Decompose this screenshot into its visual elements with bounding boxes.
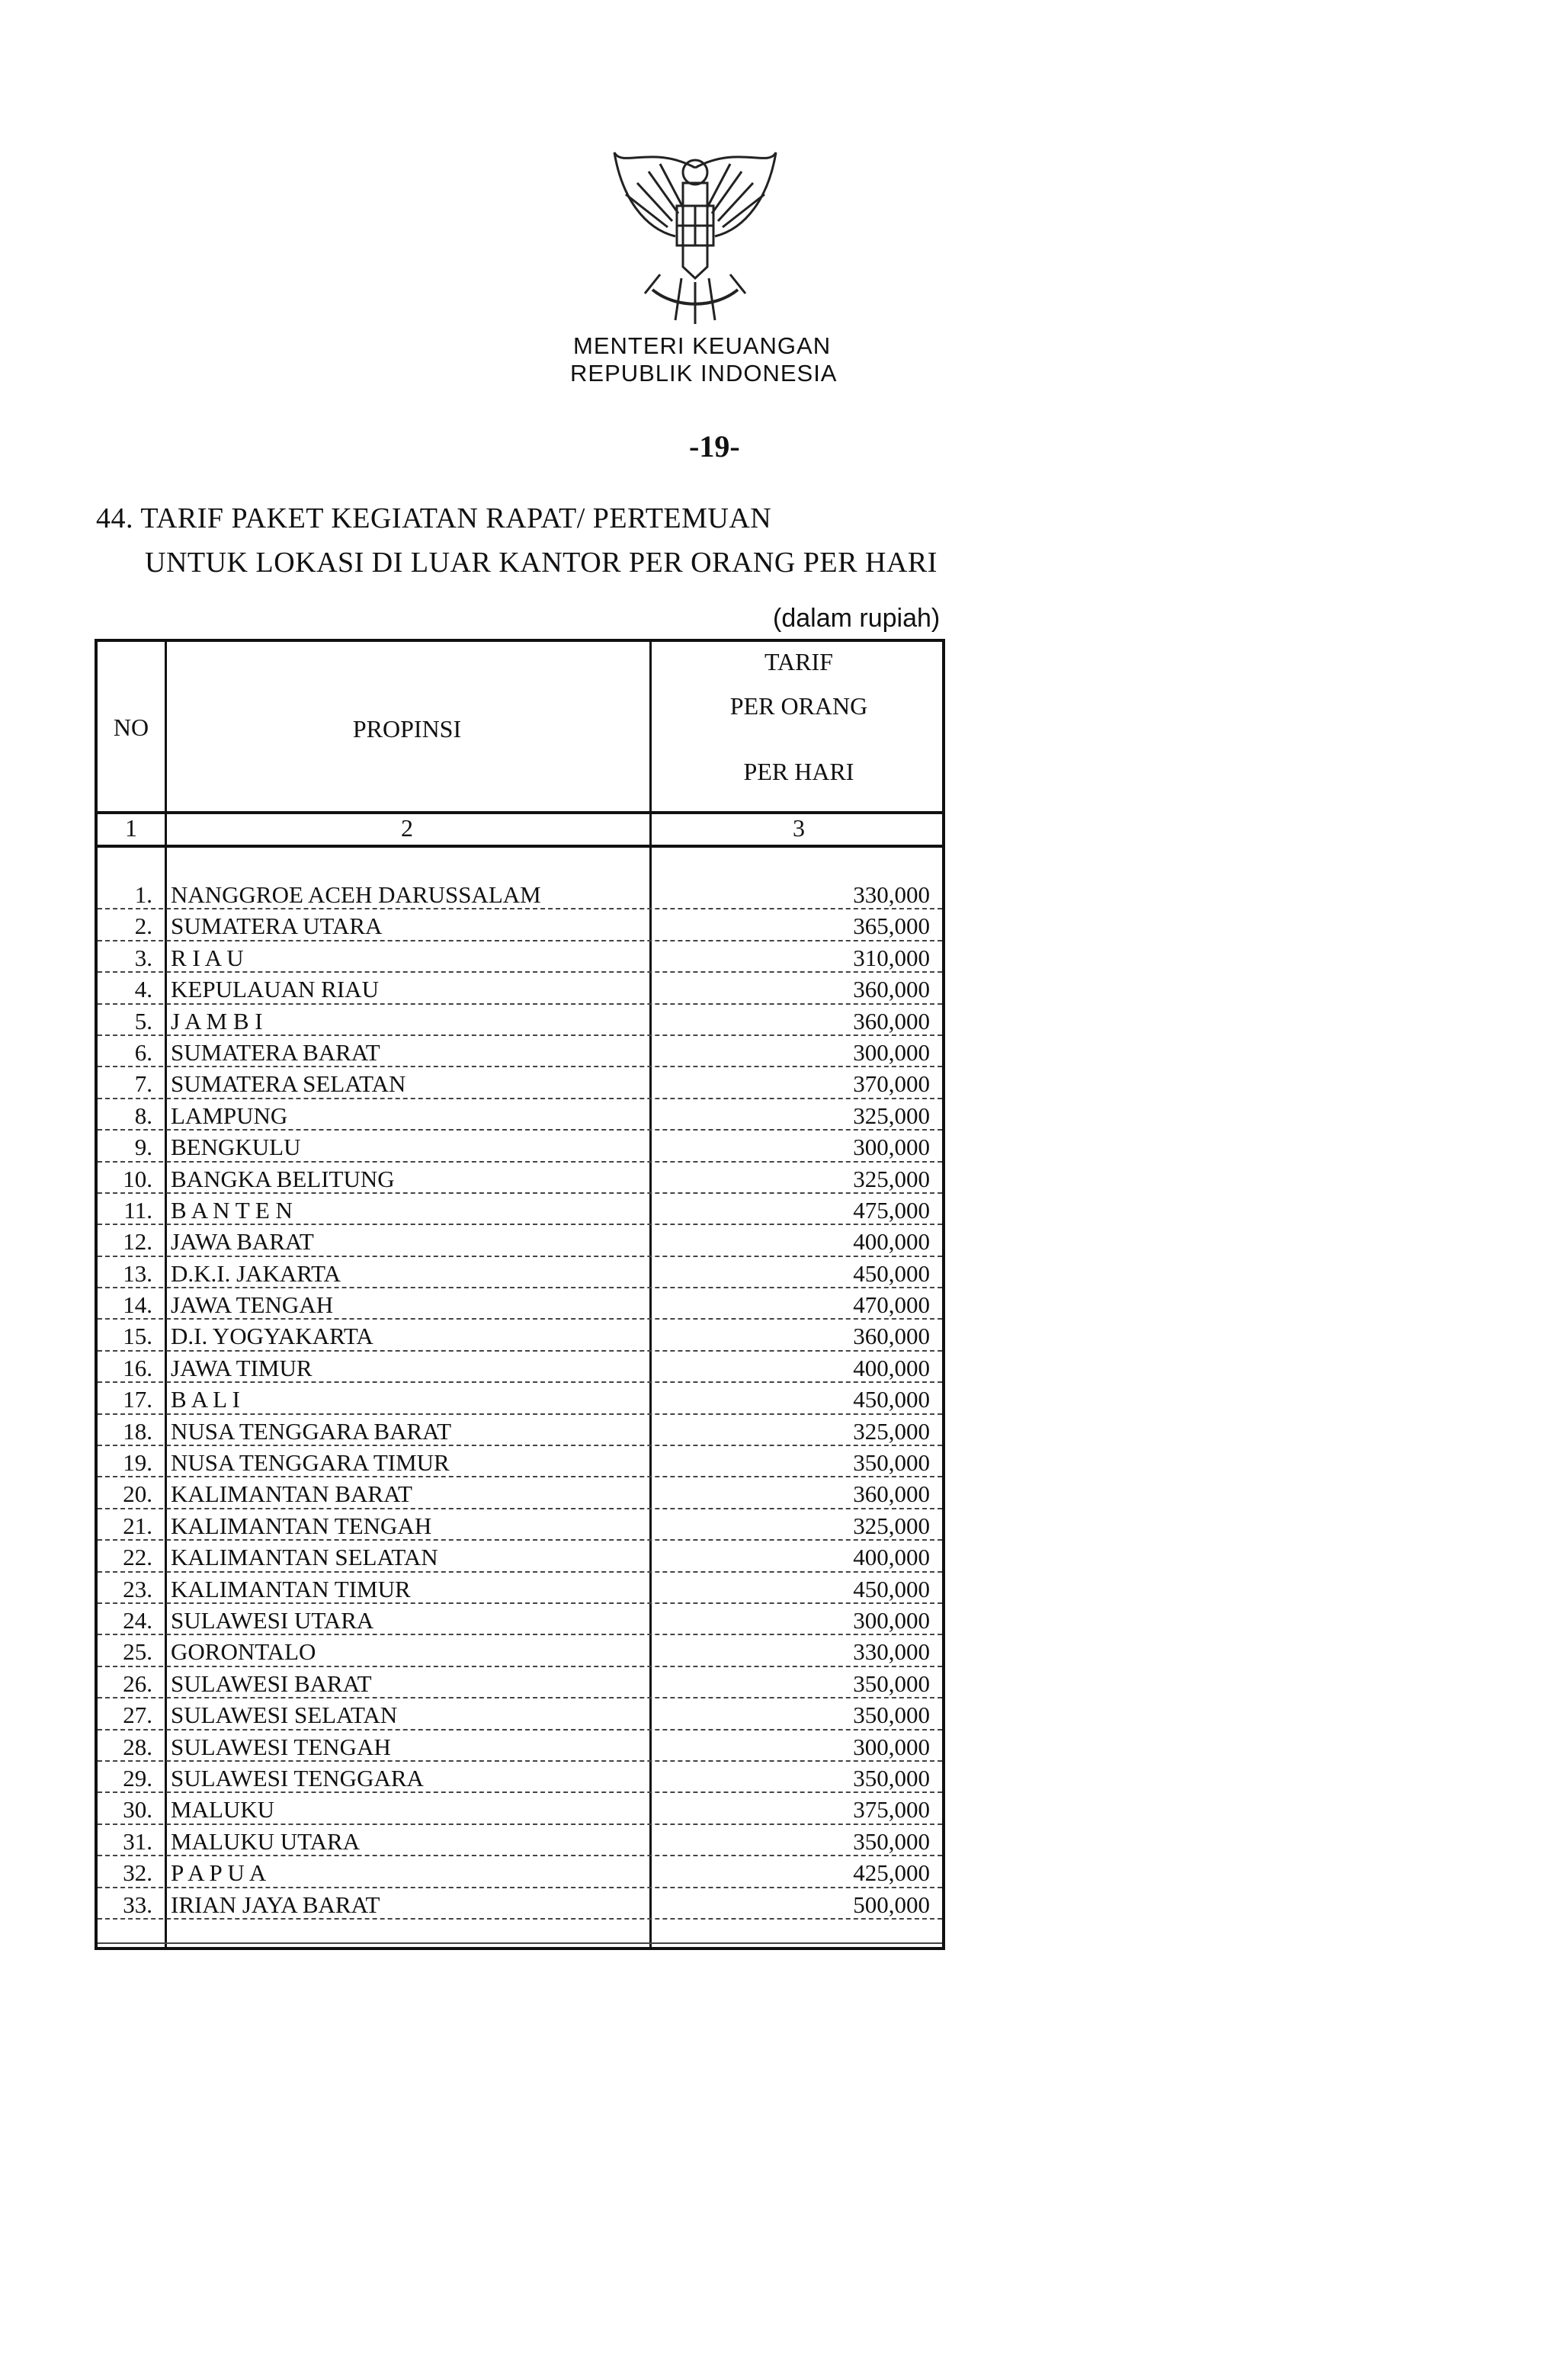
- row-province: KALIMANTAN BARAT: [171, 1480, 412, 1508]
- ministry-name: MENTERI KEUANGAN: [573, 332, 832, 359]
- table-row: [98, 878, 942, 909]
- table-row: [98, 1793, 942, 1824]
- row-rate: 350,000: [853, 1764, 930, 1791]
- row-rate: 370,000: [853, 1070, 930, 1098]
- table-row: [98, 1762, 942, 1793]
- row-province: J A M B I: [171, 1007, 263, 1034]
- row-number: 15.: [123, 1323, 152, 1350]
- row-province: SUMATERA BARAT: [171, 1038, 380, 1066]
- row-number: 10.: [123, 1165, 152, 1192]
- table-row: [98, 1257, 942, 1288]
- row-number: 13.: [123, 1259, 152, 1287]
- table-row: [98, 1131, 942, 1162]
- row-province: KALIMANTAN SELATAN: [171, 1544, 438, 1571]
- row-rate: 350,000: [853, 1449, 930, 1477]
- header-divider: [98, 845, 942, 848]
- row-rate: 470,000: [853, 1291, 930, 1319]
- document-title: 44. TARIF PAKET KEGIATAN RAPAT/ PERTEMUAN: [96, 502, 772, 534]
- row-number: 7.: [134, 1070, 152, 1098]
- row-rate: 350,000: [853, 1702, 930, 1729]
- row-number: 28.: [123, 1733, 152, 1760]
- row-province: GORONTALO: [171, 1638, 316, 1666]
- row-rate: 365,000: [853, 913, 930, 940]
- row-province: NUSA TENGGARA BARAT: [171, 1417, 452, 1445]
- row-number: 21.: [123, 1512, 152, 1539]
- column-number: 1: [125, 814, 137, 842]
- table-row: [98, 1415, 942, 1446]
- row-number: 18.: [123, 1417, 152, 1445]
- row-province: SULAWESI BARAT: [171, 1670, 372, 1697]
- row-number: 29.: [123, 1764, 152, 1791]
- row-number: 27.: [123, 1702, 152, 1729]
- row-province: BANGKA BELITUNG: [171, 1165, 395, 1192]
- row-rate: 350,000: [853, 1670, 930, 1697]
- row-province: R I A U: [171, 944, 244, 971]
- row-province: SULAWESI UTARA: [171, 1606, 374, 1634]
- table-row: [98, 1446, 942, 1477]
- row-rate: 450,000: [853, 1259, 930, 1287]
- row-province: KALIMANTAN TENGAH: [171, 1512, 432, 1539]
- row-province: D.K.I. JAKARTA: [171, 1259, 341, 1287]
- garuda-emblem-icon: [607, 137, 784, 328]
- table-row: [98, 1667, 942, 1698]
- row-number: 5.: [134, 1007, 152, 1034]
- table-row: [98, 1320, 942, 1351]
- row-province: SULAWESI TENGAH: [171, 1733, 391, 1760]
- row-number: 1.: [134, 881, 152, 908]
- row-province: P A P U A: [171, 1859, 267, 1887]
- header-tarif: TARIF: [764, 648, 833, 675]
- table-row: [98, 1888, 942, 1920]
- ministry-country: REPUBLIK INDONESIA: [570, 360, 838, 387]
- table-row: [98, 1163, 942, 1194]
- column-number: 2: [401, 814, 413, 842]
- row-number: 33.: [123, 1891, 152, 1918]
- row-number: 3.: [134, 944, 152, 971]
- row-rate: 400,000: [853, 1228, 930, 1256]
- table-row: [98, 1225, 942, 1256]
- row-number: 19.: [123, 1449, 152, 1477]
- row-rate: 350,000: [853, 1827, 930, 1855]
- table-row: [98, 1698, 942, 1730]
- column-number: 3: [793, 814, 805, 842]
- row-rate: 360,000: [853, 976, 930, 1003]
- table-row: [98, 1825, 942, 1856]
- header-province: PROPINSI: [352, 715, 462, 743]
- row-province: KEPULAUAN RIAU: [171, 976, 379, 1003]
- row-rate: 310,000: [853, 944, 930, 971]
- table-row: [98, 1477, 942, 1509]
- row-province: SULAWESI TENGGARA: [171, 1764, 424, 1791]
- table-row: [98, 1509, 942, 1541]
- table-row: [98, 1067, 942, 1099]
- row-rate: 360,000: [853, 1323, 930, 1350]
- row-province: SUMATERA SELATAN: [171, 1070, 406, 1098]
- page-number: -19-: [689, 429, 740, 463]
- row-province: MALUKU: [171, 1796, 275, 1823]
- document-subtitle: UNTUK LOKASI DI LUAR KANTOR PER ORANG PER HARI: [145, 547, 938, 579]
- row-rate: 400,000: [853, 1544, 930, 1571]
- row-number: 9.: [134, 1134, 152, 1161]
- table-row: [98, 1194, 942, 1225]
- row-province: NANGGROE ACEH DARUSSALAM: [171, 881, 541, 908]
- row-number: 12.: [123, 1228, 152, 1256]
- table-row: [98, 1856, 942, 1888]
- row-province: NUSA TENGGARA TIMUR: [171, 1449, 450, 1477]
- row-province: SULAWESI SELATAN: [171, 1702, 398, 1729]
- row-province: D.I. YOGYAKARTA: [171, 1323, 373, 1350]
- row-province: SUMATERA UTARA: [171, 913, 383, 940]
- row-rate: 475,000: [853, 1196, 930, 1224]
- row-number: 26.: [123, 1670, 152, 1697]
- row-rate: 325,000: [853, 1512, 930, 1539]
- row-province: BENGKULU: [171, 1134, 301, 1161]
- row-province: LAMPUNG: [171, 1102, 288, 1129]
- row-rate: 450,000: [853, 1575, 930, 1602]
- row-rate: 425,000: [853, 1859, 930, 1887]
- table-row: [98, 1604, 942, 1635]
- header-tarif-per-person: PER ORANG: [729, 692, 868, 720]
- row-number: 25.: [123, 1638, 152, 1666]
- blank-row: [98, 1920, 942, 1944]
- table-row: [98, 1288, 942, 1320]
- table-row: [98, 1383, 942, 1414]
- row-rate: 325,000: [853, 1165, 930, 1192]
- row-number: 4.: [134, 976, 152, 1003]
- row-number: 23.: [123, 1575, 152, 1602]
- row-number: 24.: [123, 1606, 152, 1634]
- currency-unit-note: (dalam rupiah): [773, 604, 941, 633]
- row-number: 8.: [134, 1102, 152, 1129]
- table-row: [98, 1036, 942, 1067]
- row-province: JAWA BARAT: [171, 1228, 314, 1256]
- row-number: 22.: [123, 1544, 152, 1571]
- table-row: [98, 941, 942, 973]
- row-rate: 450,000: [853, 1386, 930, 1413]
- row-rate: 325,000: [853, 1417, 930, 1445]
- row-rate: 360,000: [853, 1007, 930, 1034]
- row-number: 32.: [123, 1859, 152, 1887]
- table-row: [98, 1352, 942, 1383]
- row-number: 2.: [134, 913, 152, 940]
- table-row: [98, 973, 942, 1004]
- table-row: [98, 1541, 942, 1572]
- row-number: 17.: [123, 1386, 152, 1413]
- row-rate: 360,000: [853, 1480, 930, 1508]
- row-province: MALUKU UTARA: [171, 1827, 361, 1855]
- row-rate: 500,000: [853, 1891, 930, 1918]
- table-row: [98, 1730, 942, 1762]
- row-rate: 300,000: [853, 1606, 930, 1634]
- row-number: 14.: [123, 1291, 152, 1319]
- table-row: [98, 1573, 942, 1604]
- table-body: [98, 878, 942, 1944]
- row-province: B A L I: [171, 1386, 241, 1413]
- row-rate: 325,000: [853, 1102, 930, 1129]
- row-number: 16.: [123, 1354, 152, 1381]
- header-no: NO: [113, 714, 149, 741]
- row-rate: 300,000: [853, 1733, 930, 1760]
- row-number: 6.: [134, 1038, 152, 1066]
- row-rate: 400,000: [853, 1354, 930, 1381]
- row-province: JAWA TENGAH: [171, 1291, 334, 1319]
- row-number: 30.: [123, 1796, 152, 1823]
- tariff-table: [95, 639, 945, 1950]
- row-rate: 300,000: [853, 1134, 930, 1161]
- row-rate: 330,000: [853, 1638, 930, 1666]
- table-row: [98, 1005, 942, 1036]
- row-province: B A N T E N: [171, 1196, 293, 1224]
- row-province: IRIAN JAYA BARAT: [171, 1891, 380, 1918]
- row-rate: 330,000: [853, 881, 930, 908]
- header-tarif-per-day: PER HARI: [743, 758, 854, 785]
- table-row: [98, 909, 942, 941]
- row-province: JAWA TIMUR: [171, 1354, 313, 1381]
- table-row: [98, 1635, 942, 1666]
- table-row: [98, 1099, 942, 1131]
- row-number: 31.: [123, 1827, 152, 1855]
- row-number: 20.: [123, 1480, 152, 1508]
- row-rate: 300,000: [853, 1038, 930, 1066]
- row-number: 11.: [123, 1196, 152, 1224]
- row-rate: 375,000: [853, 1796, 930, 1823]
- row-province: KALIMANTAN TIMUR: [171, 1575, 411, 1602]
